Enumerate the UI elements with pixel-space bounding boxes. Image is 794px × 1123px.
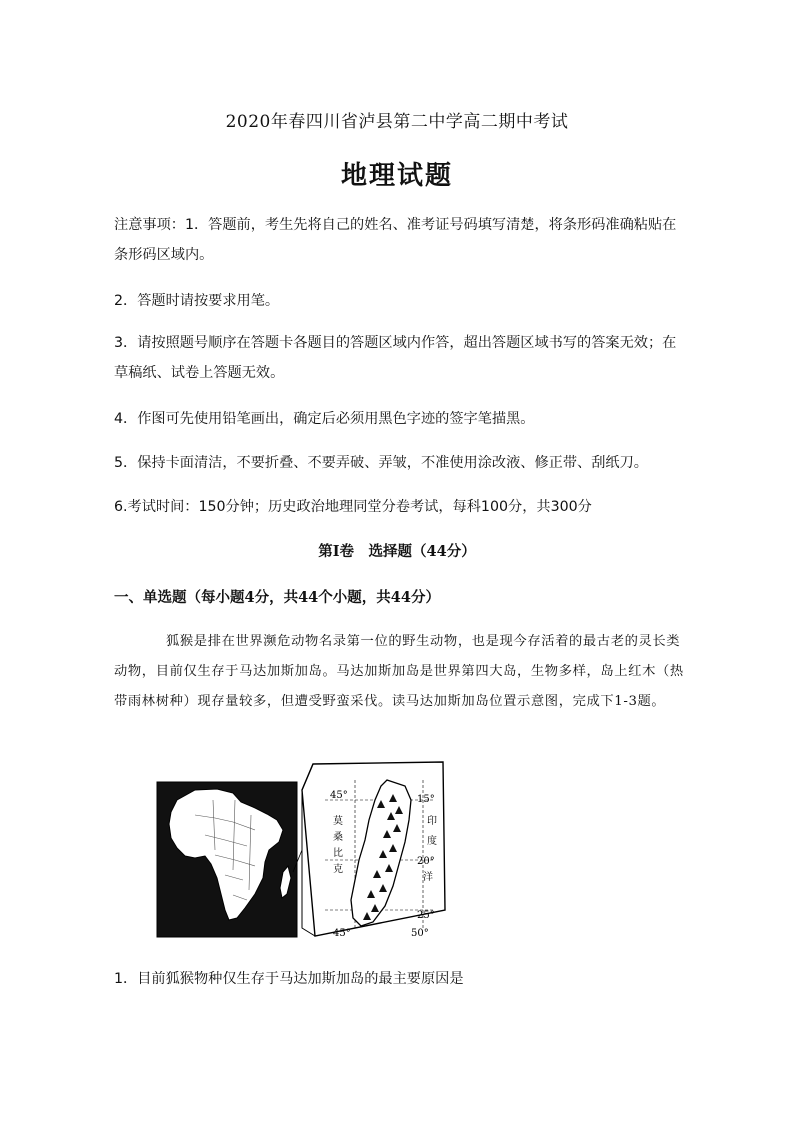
- map-label-channel-char-2: 桑: [333, 832, 343, 843]
- africa-map: [157, 782, 302, 937]
- question-1-stem: 1．目前狐猴物种仅生存于马达加斯加岛的最主要原因是: [114, 971, 464, 987]
- map-label-channel-char-3: 比: [333, 848, 343, 859]
- map-label-lon-45-top: 45°: [330, 790, 348, 801]
- madagascar-inset-map: [302, 762, 445, 939]
- note-1: 注意事项：1．答题前，考生先将自己的姓名、准考证号码填写清楚，将条形码准确粘贴在条形码区域内。: [114, 217, 677, 263]
- map-label-channel-char-4: 克: [333, 864, 343, 875]
- reading-passage: 狐猴是排在世界濒危动物名录第一位的野生动物，也是现今存活着的最古老的灵长类动物，目前仅生存于马达加斯加岛。马达加斯加岛是世界第四大岛，生物多样，岛上红木（热带雨林树种）现存量较多，但遭受野蛮采伐。读马达加斯加岛位置示意图，完成下1-3题。: [114, 634, 684, 709]
- map-label-ocean-char-2: 度: [427, 836, 437, 847]
- subject-title: 地理试题: [340, 161, 453, 191]
- map-label-ocean-char-1: 印: [427, 816, 437, 827]
- note-2: 2．答题时请按要求用笔。: [114, 293, 280, 309]
- exam-title: 2020年春四川省泸县第二中学高二期中考试: [225, 112, 569, 132]
- map-label-lat-15: 15°: [417, 794, 435, 805]
- map-label-lat-20: 20°: [417, 856, 435, 867]
- question-type-heading: 一、单选题（每小题4分，共44个小题，共44分）: [114, 589, 440, 606]
- section-heading: 第Ⅰ卷 选择题（44分）: [318, 543, 476, 560]
- note-3: 3．请按照题号顺序在答题卡各题目的答题区域内作答，超出答题区域书写的答案无效；在草稿纸、试卷上答题无效。: [114, 335, 677, 381]
- madagascar-location-map: [155, 760, 447, 940]
- map-label-ocean-char-3: 洋: [423, 872, 433, 883]
- map-label-lon-50: 50°: [411, 928, 429, 939]
- note-4: 4．作图可先使用铅笔画出，确定后必须用黑色字迹的签字笔描黑。: [114, 411, 535, 427]
- note-6: 6.考试时间：150分钟；历史政治地理同堂分卷考试，每科100分，共300分: [114, 499, 592, 515]
- map-label-lat-25: 25°: [417, 910, 435, 921]
- map-label-channel-char-1: 莫: [333, 816, 343, 827]
- note-5: 5．保持卡面清洁，不要折叠、不要弄破、弄皱，不准使用涂改液、修正带、刮纸刀。: [114, 455, 648, 471]
- map-label-lon-45-bottom: 45°: [333, 928, 351, 939]
